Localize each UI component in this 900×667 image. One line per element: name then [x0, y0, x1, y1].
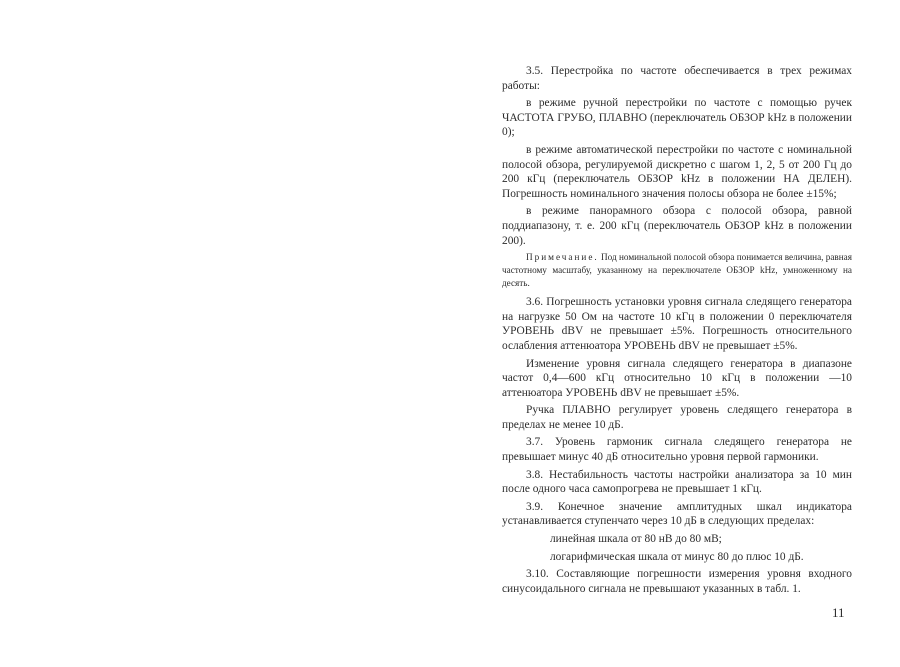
paragraph-3-9: 3.9. Конечное значение амплитудных шкал индикатора устанавливается ступенчато через 10 дБ в следующих пределах: — [502, 500, 852, 528]
page-number: 11 — [832, 605, 845, 620]
paragraph-level-change: Изменение уровня сигнала следящего генератора в диапазоне частот 0,4—600 кГц относительно 10 кГц в положении —10 аттенюатора УРОВЕНЬ dBV не превышает ±5%. — [502, 357, 852, 399]
paragraph-panoramic-mode: в режиме панорамного обзора с полосой обзора, равной поддиапазону, т. е. 200 кГц (переключатель ОБЗОР kHz в положении 200). — [502, 205, 852, 247]
paragraph-3-6: 3.6. Погрешность установки уровня сигнала следящего генератора на нагрузке 50 Ом на частоте 10 кГц в положении 0 переключателя УРОВЕНЬ dBV не превышает ±5%. Погрешность относительного ослабления аттенюатора УРОВЕНЬ dBV не превышает ±5%. — [502, 296, 852, 352]
paragraph-manual-mode: в режиме ручной перестройки по частоте с помощью ручек ЧАСТОТА ГРУБО, ПЛАВНО (переключатель ОБЗОР kHz в положении 0); — [502, 97, 852, 139]
note-paragraph — [502, 251, 852, 290]
paragraph-plavno: Ручка ПЛАВНО регулирует уровень следящего генератора в пределах не менее 10 дБ. — [502, 404, 852, 431]
paragraph-3-8: 3.8. Нестабильность частоты настройки анализатора за 10 мин после одного часа самопрогрева не превышает 1 кГц. — [502, 468, 852, 496]
paragraph-3-7: 3.7. Уровень гармоник сигнала следящего генератора не превышает минус 40 дБ относительно уровня первой гармоники. — [502, 436, 852, 464]
note-label: Примечание. — [526, 252, 599, 263]
page-text-column — [502, 64, 852, 599]
note-text: Под номинальной полосой обзора понимается величина, равная частотному масштабу, указанному на переключателе ОБЗОР kHz, умноженному на десять. — [502, 252, 852, 289]
scale-line-linear: линейная шкала от 80 нВ до 80 мВ; — [550, 533, 722, 546]
paragraph-auto-mode: в режиме автоматической перестройки по частоте с номинальной полосой обзора, регулируемой дискретно с шагом 1, 2, 5 от 200 Гц до 200 кГц (переключатель ОБЗОР kHz в положении НА ДЕЛЕН). Погрешность номинального значения полосы обзора не более ±15%; — [502, 143, 852, 200]
paragraph-3-5: 3.5. Перестройка по частоте обеспечивается в трех режимах работы: — [502, 65, 852, 92]
scale-line-log: логарифмическая шкала от минус 80 до плюс 10 дБ. — [550, 550, 804, 563]
paragraph-3-10: 3.10. Составляющие погрешности измерения уровня входного синусоидального сигнала не превышают указанных в табл. 1. — [502, 568, 852, 595]
